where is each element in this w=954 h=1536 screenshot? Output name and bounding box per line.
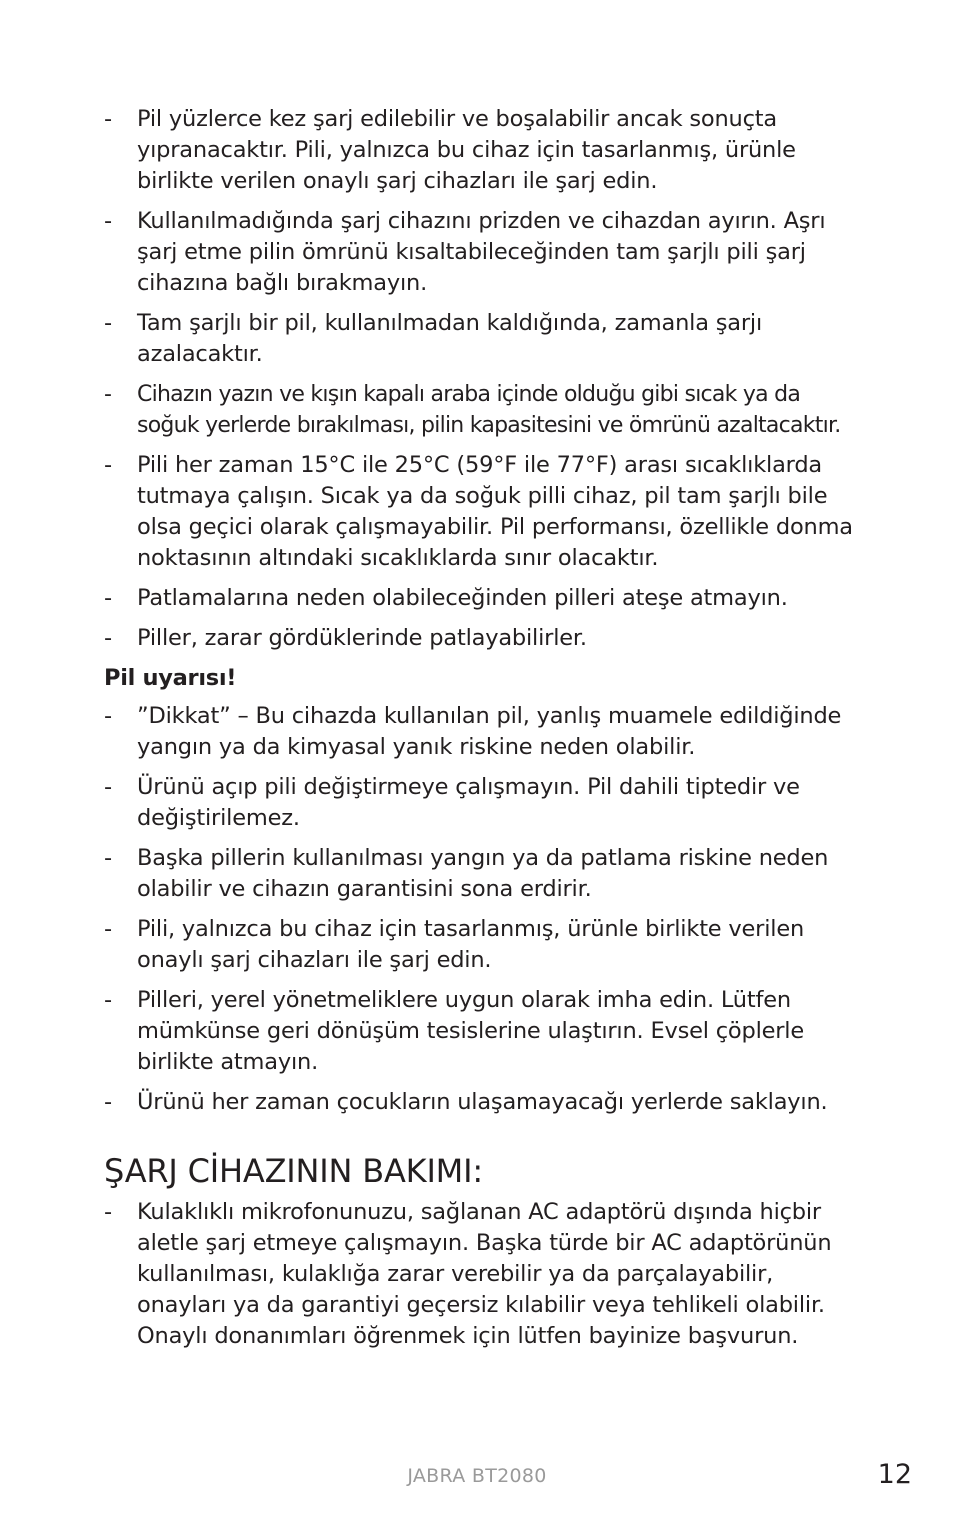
bullet-dash: - (104, 625, 112, 651)
list-item (104, 623, 856, 654)
bullet-dash: - (104, 106, 112, 132)
list-item (104, 450, 856, 574)
list-item-text: Piller, zarar gördüklerinde patlayabilirler. (137, 625, 587, 651)
charger-care-heading: ŞARJ CİHAZININ BAKIMI: (104, 1152, 483, 1190)
list-item-text: Başka pillerin kullanılması yangın ya da patlama riskine neden olabilir ve cihazın garantisini sona erdirir. (137, 845, 829, 902)
bullet-dash: - (104, 774, 112, 800)
list-item-text: Kullanılmadığında şarj cihazını prizden ve cihazdan ayırın. Aşrı şarj etme pilin ömrünü kısaltabileceğinden tam şarjlı pili şarj cihazına bağlı bırakmayın. (137, 208, 826, 296)
list-item-text: Patlamalarına neden olabileceğinden pilleri ateşe atmayın. (137, 585, 788, 611)
list-item-text: Pil yüzlerce kez şarj edilebilir ve boşalabilir ancak sonuçta yıpranacaktır. Pili, yalnızca bu cihaz için tasarlanmış, ürünle birlikte verilen onaylı şarj cihazları ile şarj edin. (137, 106, 796, 194)
list-item-text: Ürünü açıp pili değiştirmeye çalışmayın. Pil dahili tiptedir ve değiştirilemez. (137, 774, 800, 831)
list-item (104, 1087, 856, 1118)
page-number: 12 (877, 1459, 912, 1490)
document-body (104, 104, 856, 1361)
list-item-text: Ürünü her zaman çocukların ulaşamayacağı yerlerde saklayın. (137, 1089, 828, 1115)
bullet-dash: - (104, 845, 112, 871)
list-item (104, 772, 856, 834)
charger-care-list (104, 1197, 856, 1352)
list-item (104, 843, 856, 905)
bullet-dash: - (104, 987, 112, 1013)
bullet-dash: - (104, 916, 112, 942)
bullet-dash: - (104, 208, 112, 234)
list-item-text: Pili, yalnızca bu cihaz için tasarlanmış, ürünle birlikte verilen onaylı şarj cihazları ile şarj edin. (137, 916, 805, 973)
list-item (104, 379, 856, 441)
list-item (104, 914, 856, 976)
list-item-text: Pili her zaman 15°C ile 25°C (59°F ile 77°F) arası sıcaklıklarda tutmaya çalışın. Sıcak ya da soğuk pilli cihaz, pil tam şarjlı bile olsa geçici olarak çalışmayabilir. Pil performansı, özellikle donma noktasının altındaki sıcaklıklarda sınır olacaktır. (137, 452, 853, 571)
bullet-dash: - (104, 1199, 112, 1225)
list-item-text: Cihazın yazın ve kışın kapalı araba içinde olduğu gibi sıcak ya da soğuk yerlerde bırakılması, pilin kapasitesini ve ömrünü azaltacaktır. (137, 382, 841, 438)
list-item (104, 583, 856, 614)
list-item-text: Tam şarjlı bir pil, kullanılmadan kaldığında, zamanla şarjı azalacaktır. (137, 310, 763, 367)
list-item-text: ”Dikkat” – Bu cihazda kullanılan pil, yanlış muamele edildiğinde yangın ya da kimyasal yanık riskine neden olabilir. (137, 703, 842, 760)
list-item (104, 308, 856, 370)
list-item (104, 1197, 856, 1352)
bullet-dash: - (104, 703, 112, 729)
list-item-text: Kulaklıklı mikrofonunuzu, sağlanan AC adaptörü dışında hiçbir aletle şarj etmeye çalışmayın. Başka türde bir AC adaptörünün kullanılması, kulaklığa zarar verebilir ya da parçalayabilir, onayları ya da garantiyi geçersiz kılabilir veya tehlikeli olabilir. Onaylı donanımları öğrenmek için lütfen bayinize başvurun. (137, 1199, 832, 1349)
list-item (104, 206, 856, 299)
footer-brand: JABRA BT2080 (407, 1465, 547, 1487)
battery-warning-list (104, 701, 856, 1118)
bullet-dash: - (104, 310, 112, 336)
bullet-dash: - (104, 1089, 112, 1115)
bullet-dash: - (104, 452, 112, 478)
battery-warning-heading: Pil uyarısı! (104, 665, 237, 691)
bullet-dash: - (104, 382, 112, 407)
battery-info-list (104, 104, 856, 654)
list-item (104, 985, 856, 1078)
list-item (104, 104, 856, 197)
list-item-text: Pilleri, yerel yönetmeliklere uygun olarak imha edin. Lütfen mümkünse geri dönüşüm tesislerine ulaştırın. Evsel çöplerle birlikte atmayın. (137, 987, 805, 1075)
list-item (104, 701, 856, 763)
bullet-dash: - (104, 585, 112, 611)
